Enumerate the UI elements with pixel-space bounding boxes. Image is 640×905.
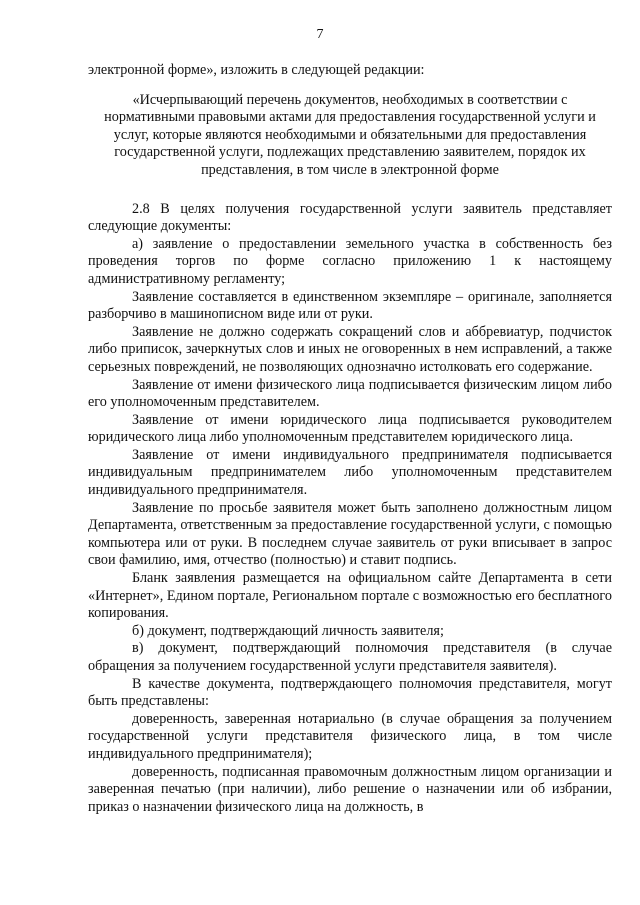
item-b: б) документ, подтверждающий личность заявителя; <box>132 622 444 639</box>
paragraph: доверенность, подписанная правомочным должностным лицом организации и заверенная печатью (при наличии), либо решение о назначении или об избрании, приказ о назначении физического лица на должность, в <box>88 763 612 815</box>
paragraph: Заявление от имени юридического лица подписывается руководителем юридического лица либо уполномоченным представителем юридического лица. <box>88 411 612 446</box>
section-heading: «Исчерпывающий перечень документов, необходимых в соответствии с нормативными правовыми актами для предоставления государственной услуги и услуг, которые являются необходимыми и обязательными для предоставления государственной услуги, подлежащих представлению заявителем, порядок их представления, в том числе в электронной форме <box>104 91 596 178</box>
paragraph: доверенность, заверенная нотариально (в случае обращения за получением государственной услуги представителя физического лица, в том числе индивидуального предпринимателя); <box>88 710 612 762</box>
page-number: 7 <box>316 27 324 42</box>
paragraph: Заявление от имени физического лица подписывается физическим лицом либо его уполномоченным представителем. <box>88 376 612 411</box>
intro-line: электронной форме», изложить в следующей редакции: <box>88 62 425 78</box>
paragraph: Бланк заявления размещается на официальном сайте Департамента в сети «Интернет», Едином портале, Региональном портале с возможностью его бесплатного копирования. <box>88 570 612 622</box>
paragraph: Заявление не должно содержать сокращений слов и аббревиатур, подчисток либо приписок, зачеркнутых слов и иных не оговоренных в нем исправлений, а также серьезных повреждений, не позволяющих однозначно истолковать его содержание. <box>88 323 612 375</box>
paragraph: Заявление составляется в единственном экземпляре – оригинале, заполняется разборчиво в машинописном виде или от руки. <box>88 288 612 323</box>
item-v: в) документ, подтверждающий полномочия представителя (в случае обращения за получением государственной услуги представителя заявителя). <box>88 640 612 674</box>
paragraph: Заявление по просьбе заявителя может быть заполнено должностным лицом Департамента, ответственным за предоставление государственной услуги, с помощью компьютера или от руки. В последнем случае заявитель от руки вписывает в запрос свои фамилию, имя, отчество (полностью) и ставит подпись. <box>88 499 612 569</box>
document-body <box>88 62 612 816</box>
item-a: а) заявление о предоставлении земельного участка в собственность без проведения торгов по форме согласно приложению 1 к настоящему административному регламенту; <box>88 235 612 287</box>
paragraph: Заявление от имени индивидуального предпринимателя подписывается индивидуальным предпринимателем либо уполномоченным представителем индивидуального предпринимателя. <box>88 446 612 499</box>
paragraph: В качестве документа, подтверждающего полномочия представителя, могут быть представлены: <box>88 675 612 710</box>
paragraph-2-8: 2.8 В целях получения государственной услуги заявитель представляет следующие документы: <box>88 200 612 235</box>
